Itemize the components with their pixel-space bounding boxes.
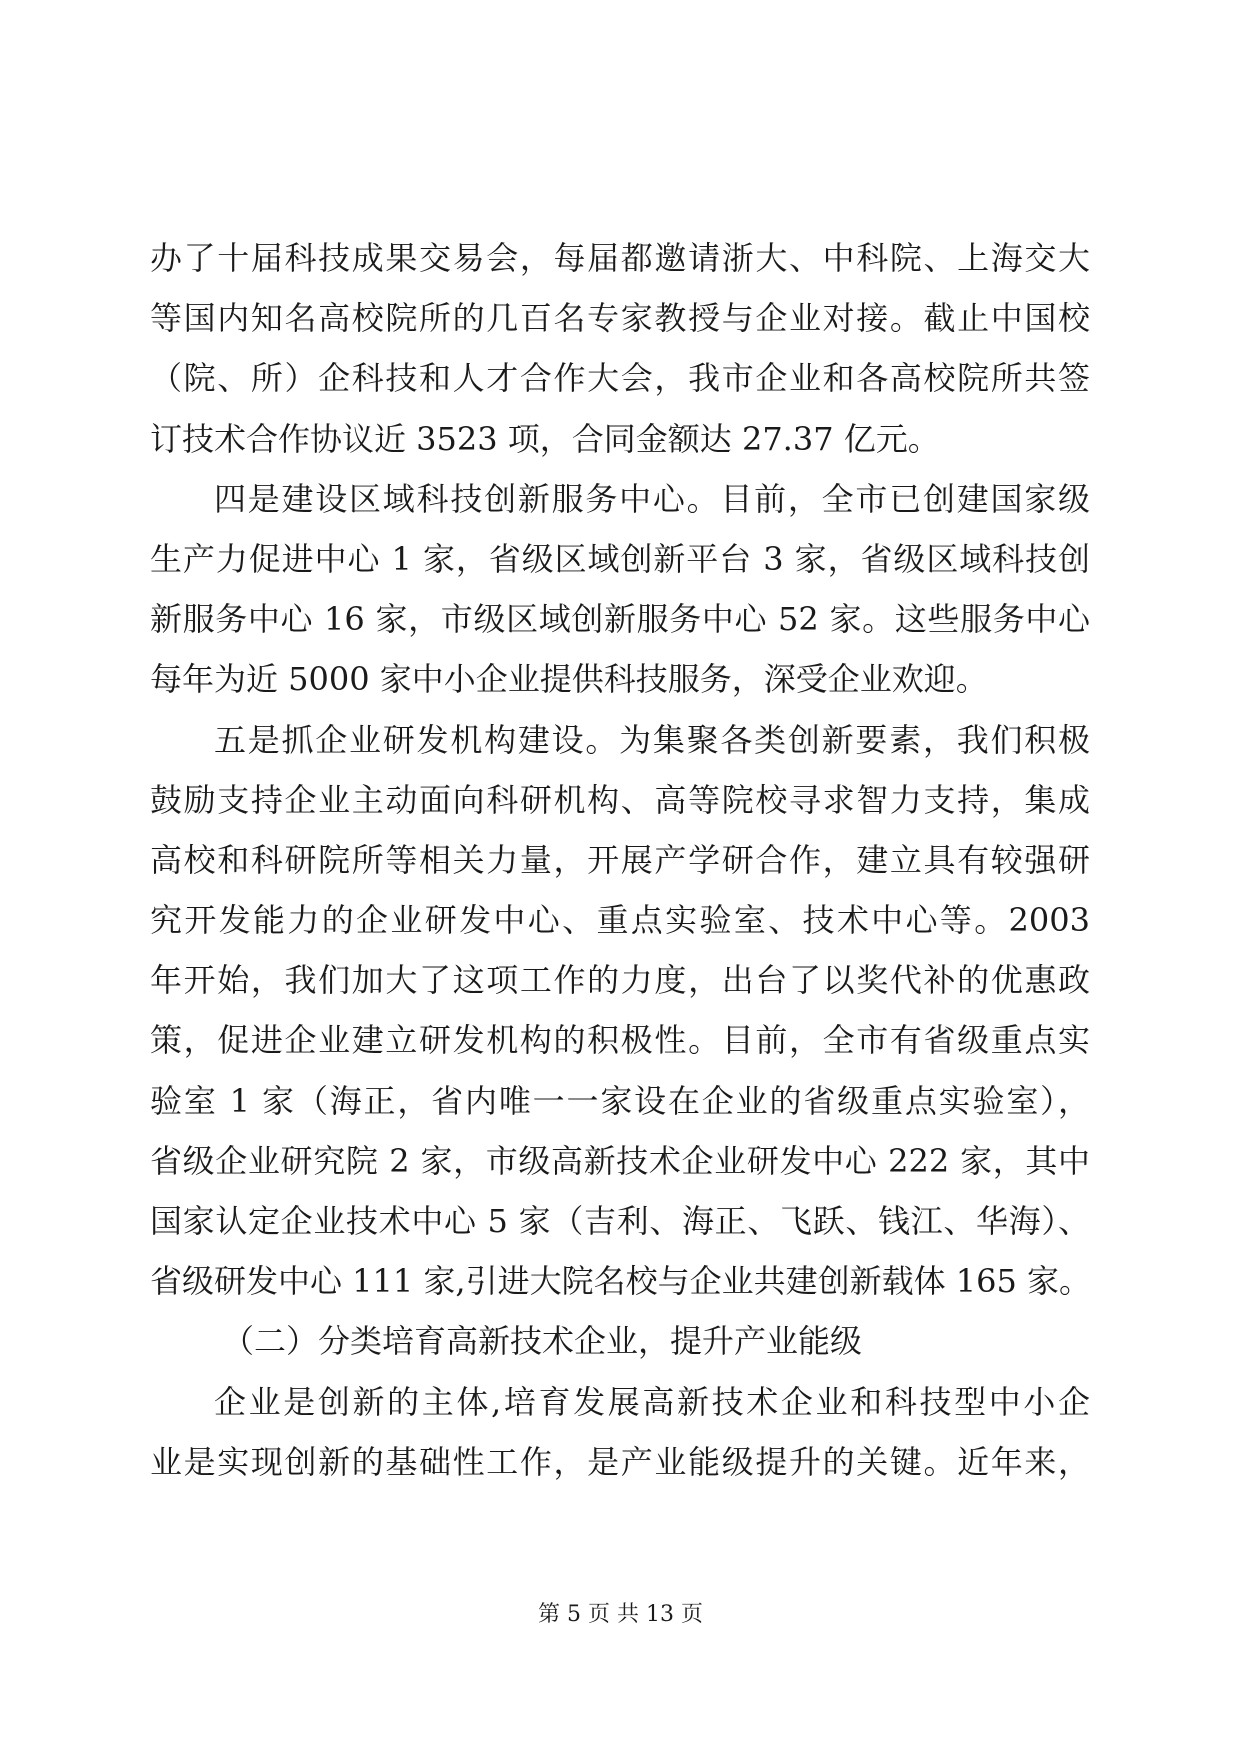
text-line: 验室 1 家（海正，省内唯一一家设在企业的省级重点实验室）， [150,1081,1090,1120]
text-line: 鼓励支持企业主动面向科研机构、高等院校寻求智力支持，集成 [150,780,1090,819]
text-line: 究开发能力的企业研发中心、重点实验室、技术中心等。2003 [150,901,1090,940]
text-line: 订技术合作协议近 3523 项，合同金额达 27.37 亿元。 [150,419,940,458]
text-line: （院、所）企科技和人才合作大会，我市企业和各高校院所共签 [150,359,1090,398]
text-line: 省级研发中心 111 家,引进大院名校与企业共建创新载体 165 家。 [150,1262,1092,1301]
text-line: 每年为近 5000 家中小企业提供科技服务，深受企业欢迎。 [150,660,988,699]
text-line: 国家认定企业技术中心 5 家（吉利、海正、飞跃、钱江、华海）、 [150,1202,1090,1240]
text-line: 省级企业研究院 2 家，市级高新技术企业研发中心 222 家，其中 [150,1141,1090,1180]
text-line: 策，促进企业建立研发机构的积极性。目前，全市有省级重点实 [150,1021,1090,1060]
text-line: 等国内知名高校院所的几百名专家教授与企业对接。截止中国校 [150,299,1090,338]
text-line: 生产力促进中心 1 家，省级区域创新平台 3 家，省级区域科技创 [150,539,1090,578]
page-number: 第 5 页 共 13 页 [538,1602,703,1627]
text-line: 办了十届科技成果交易会，每届都邀请浙大、中科院、上海交大 [150,239,1090,277]
text-line: 四是建设区域科技创新服务中心。目前，全市已创建国家级 [214,479,1090,518]
text-line: 新服务中心 16 家，市级区域创新服务中心 52 家。这些服务中心 [150,600,1090,639]
text-line: 年开始，我们加大了这项工作的力度，出台了以奖代补的优惠政 [150,961,1090,1000]
text-line: 企业是创新的主体,培育发展高新技术企业和科技型中小企 [214,1382,1090,1421]
text-line: 高校和科研院所等相关力量，开展产学研合作，建立具有较强研 [150,840,1090,879]
section-heading: （二）分类培育高新技术企业，提升产业能级 [222,1322,863,1361]
document-body [150,228,1090,1492]
text-line: 五是抓企业研发机构建设。为集聚各类创新要素，我们积极 [214,720,1090,759]
text-line: 业是实现创新的基础性工作，是产业能级提升的关键。近年来， [150,1442,1090,1481]
